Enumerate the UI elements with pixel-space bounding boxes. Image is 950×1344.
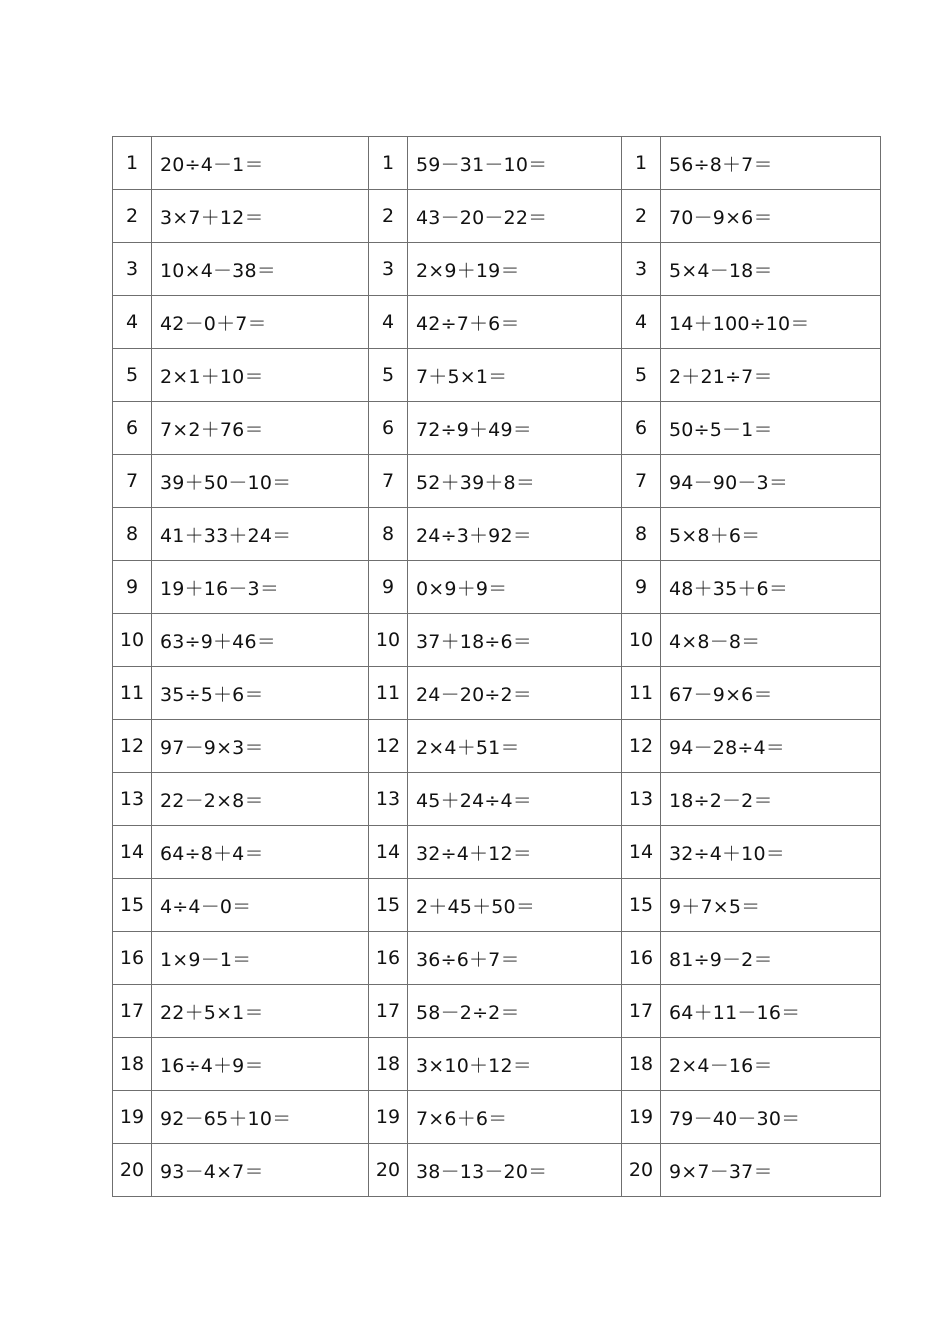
problem-number: 17 <box>369 985 408 1038</box>
problem-expression: 59－31－10＝ <box>408 137 622 190</box>
problem-expression: 24－20÷2＝ <box>408 667 622 720</box>
problem-number: 6 <box>369 402 408 455</box>
problem-number: 9 <box>369 561 408 614</box>
problem-number: 8 <box>113 508 152 561</box>
problem-expression: 22－2×8＝ <box>152 773 369 826</box>
problem-number: 6 <box>622 402 661 455</box>
problem-expression: 19＋16－3＝ <box>152 561 369 614</box>
problem-expression: 10×4－38＝ <box>152 243 369 296</box>
problem-number: 3 <box>622 243 661 296</box>
problem-number: 16 <box>113 932 152 985</box>
problem-expression: 2＋21÷7＝ <box>661 349 881 402</box>
problem-expression: 42÷7＋6＝ <box>408 296 622 349</box>
problem-number: 18 <box>113 1038 152 1091</box>
table-row <box>113 773 881 826</box>
problem-number: 17 <box>113 985 152 1038</box>
problem-expression: 20÷4－1＝ <box>152 137 369 190</box>
problem-number: 2 <box>113 190 152 243</box>
table-row <box>113 667 881 720</box>
problem-expression: 5×4－18＝ <box>661 243 881 296</box>
problem-number: 16 <box>369 932 408 985</box>
problem-expression: 38－13－20＝ <box>408 1144 622 1197</box>
problem-number: 14 <box>113 826 152 879</box>
problem-number: 8 <box>369 508 408 561</box>
table-row <box>113 243 881 296</box>
problem-expression: 70－9×6＝ <box>661 190 881 243</box>
table-row <box>113 1038 881 1091</box>
problem-expression: 37＋18÷6＝ <box>408 614 622 667</box>
problem-expression: 41＋33＋24＝ <box>152 508 369 561</box>
problem-expression: 1×9－1＝ <box>152 932 369 985</box>
problem-expression: 58－2÷2＝ <box>408 985 622 1038</box>
problem-number: 17 <box>622 985 661 1038</box>
table-row <box>113 932 881 985</box>
problem-expression: 35÷5＋6＝ <box>152 667 369 720</box>
problem-expression: 7×2＋76＝ <box>152 402 369 455</box>
problem-expression: 97－9×3＝ <box>152 720 369 773</box>
problem-expression: 42－0＋7＝ <box>152 296 369 349</box>
table-row <box>113 826 881 879</box>
problem-number: 7 <box>622 455 661 508</box>
problem-number: 10 <box>369 614 408 667</box>
problem-number: 12 <box>622 720 661 773</box>
problem-number: 3 <box>113 243 152 296</box>
table-row <box>113 349 881 402</box>
problem-expression: 7×6＋6＝ <box>408 1091 622 1144</box>
problem-number: 11 <box>113 667 152 720</box>
table-row <box>113 985 881 1038</box>
problem-number: 14 <box>622 826 661 879</box>
problem-expression: 9＋7×5＝ <box>661 879 881 932</box>
problem-number: 15 <box>622 879 661 932</box>
table-row <box>113 1144 881 1197</box>
problem-expression: 3×10＋12＝ <box>408 1038 622 1091</box>
problem-expression: 32÷4＋10＝ <box>661 826 881 879</box>
problem-expression: 43－20－22＝ <box>408 190 622 243</box>
arithmetic-worksheet-table <box>112 136 881 1197</box>
problem-number: 10 <box>622 614 661 667</box>
problem-number: 12 <box>113 720 152 773</box>
problem-expression: 22＋5×1＝ <box>152 985 369 1038</box>
problem-number: 4 <box>113 296 152 349</box>
problem-expression: 39＋50－10＝ <box>152 455 369 508</box>
problem-number: 7 <box>113 455 152 508</box>
problem-expression: 72÷9＋49＝ <box>408 402 622 455</box>
table-row <box>113 296 881 349</box>
problem-number: 19 <box>369 1091 408 1144</box>
table-row <box>113 508 881 561</box>
table-row <box>113 561 881 614</box>
problem-number: 19 <box>113 1091 152 1144</box>
problem-number: 18 <box>369 1038 408 1091</box>
table-row <box>113 1091 881 1144</box>
problem-expression: 64＋11－16＝ <box>661 985 881 1038</box>
problem-number: 5 <box>622 349 661 402</box>
problem-expression: 5×8＋6＝ <box>661 508 881 561</box>
problem-expression: 79－40－30＝ <box>661 1091 881 1144</box>
problem-number: 18 <box>622 1038 661 1091</box>
problem-number: 9 <box>622 561 661 614</box>
problem-number: 7 <box>369 455 408 508</box>
problem-expression: 2＋45＋50＝ <box>408 879 622 932</box>
problem-number: 3 <box>369 243 408 296</box>
table-row <box>113 137 881 190</box>
problem-number: 13 <box>369 773 408 826</box>
problem-expression: 52＋39＋8＝ <box>408 455 622 508</box>
problem-number: 5 <box>113 349 152 402</box>
table-row <box>113 190 881 243</box>
problem-expression: 94－90－3＝ <box>661 455 881 508</box>
problem-number: 11 <box>369 667 408 720</box>
table-row <box>113 614 881 667</box>
problem-number: 15 <box>369 879 408 932</box>
problem-expression: 14＋100÷10＝ <box>661 296 881 349</box>
problem-number: 20 <box>113 1144 152 1197</box>
problem-expression: 63÷9＋46＝ <box>152 614 369 667</box>
worksheet-body <box>113 137 881 1197</box>
problem-number: 9 <box>113 561 152 614</box>
problem-expression: 7＋5×1＝ <box>408 349 622 402</box>
problem-expression: 45＋24÷4＝ <box>408 773 622 826</box>
problem-expression: 4×8－8＝ <box>661 614 881 667</box>
table-row <box>113 720 881 773</box>
problem-number: 20 <box>622 1144 661 1197</box>
problem-number: 14 <box>369 826 408 879</box>
problem-expression: 18÷2－2＝ <box>661 773 881 826</box>
problem-number: 11 <box>622 667 661 720</box>
problem-number: 1 <box>113 137 152 190</box>
problem-expression: 64÷8＋4＝ <box>152 826 369 879</box>
problem-number: 10 <box>113 614 152 667</box>
problem-expression: 2×4＋51＝ <box>408 720 622 773</box>
problem-expression: 48＋35＋6＝ <box>661 561 881 614</box>
table-row <box>113 879 881 932</box>
problem-number: 4 <box>622 296 661 349</box>
problem-number: 13 <box>113 773 152 826</box>
problem-number: 2 <box>369 190 408 243</box>
problem-expression: 93－4×7＝ <box>152 1144 369 1197</box>
problem-number: 2 <box>622 190 661 243</box>
problem-expression: 36÷6＋7＝ <box>408 932 622 985</box>
problem-expression: 92－65＋10＝ <box>152 1091 369 1144</box>
problem-expression: 9×7－37＝ <box>661 1144 881 1197</box>
problem-number: 4 <box>369 296 408 349</box>
problem-expression: 2×4－16＝ <box>661 1038 881 1091</box>
problem-expression: 2×1＋10＝ <box>152 349 369 402</box>
problem-expression: 81÷9－2＝ <box>661 932 881 985</box>
problem-expression: 94－28÷4＝ <box>661 720 881 773</box>
problem-number: 6 <box>113 402 152 455</box>
problem-number: 19 <box>622 1091 661 1144</box>
problem-expression: 67－9×6＝ <box>661 667 881 720</box>
table-row <box>113 455 881 508</box>
problem-expression: 0×9＋9＝ <box>408 561 622 614</box>
problem-expression: 50÷5－1＝ <box>661 402 881 455</box>
table-row <box>113 402 881 455</box>
problem-number: 13 <box>622 773 661 826</box>
problem-expression: 24÷3＋92＝ <box>408 508 622 561</box>
problem-number: 5 <box>369 349 408 402</box>
problem-expression: 56÷8＋7＝ <box>661 137 881 190</box>
problem-expression: 4÷4－0＝ <box>152 879 369 932</box>
problem-number: 16 <box>622 932 661 985</box>
problem-number: 1 <box>622 137 661 190</box>
problem-number: 12 <box>369 720 408 773</box>
problem-expression: 32÷4＋12＝ <box>408 826 622 879</box>
problem-number: 1 <box>369 137 408 190</box>
problem-number: 15 <box>113 879 152 932</box>
problem-number: 20 <box>369 1144 408 1197</box>
problem-expression: 2×9＋19＝ <box>408 243 622 296</box>
problem-expression: 16÷4＋9＝ <box>152 1038 369 1091</box>
problem-number: 8 <box>622 508 661 561</box>
problem-expression: 3×7＋12＝ <box>152 190 369 243</box>
